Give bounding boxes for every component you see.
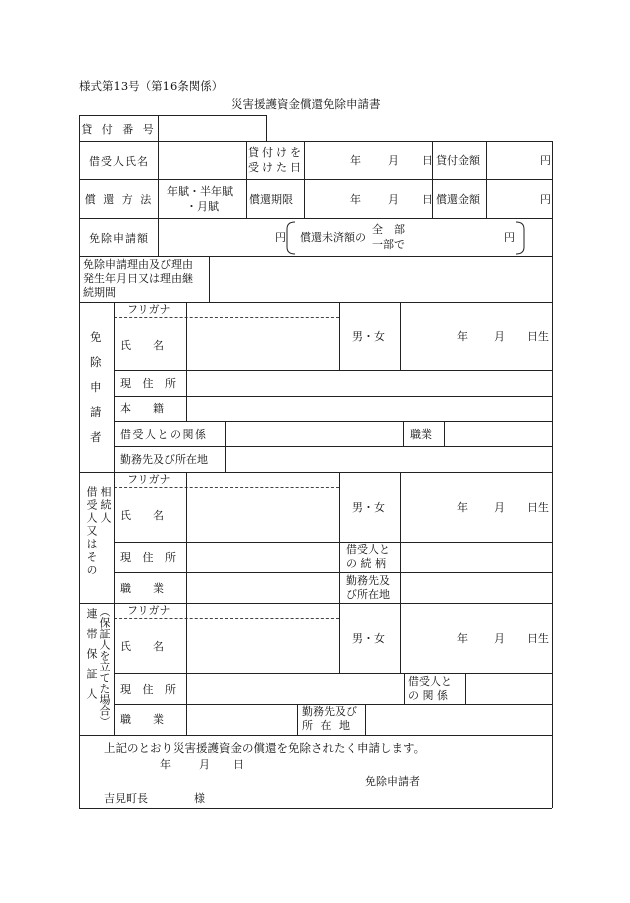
heir-section-label-1: 借受人又はその xyxy=(85,486,98,577)
heir-birth-day: 日生 xyxy=(527,501,549,514)
loan-number-field[interactable] xyxy=(159,116,266,141)
applicant-occupation-label: 職業 xyxy=(410,428,432,441)
applicant-domicile-field[interactable] xyxy=(187,397,552,421)
guarantor-name-field[interactable] xyxy=(187,619,339,673)
exemption-amount-field[interactable] xyxy=(159,219,279,256)
heir-section-label-2: 相続人 xyxy=(99,486,112,525)
loan-date-label-1: 貸付けを xyxy=(248,146,304,159)
applicant-char-3: 申 xyxy=(90,380,102,394)
unpaid-label: 償還未済額の xyxy=(300,231,366,244)
unpaid-amount-field[interactable] xyxy=(412,221,504,254)
exemption-amount-label: 免除申請額 xyxy=(89,231,149,245)
reason-label-3: 続期間 xyxy=(83,286,116,299)
left-bracket-icon xyxy=(285,221,297,255)
heir-workplace-label-2: び所在地 xyxy=(346,588,390,601)
loan-amount-label: 貸付金額 xyxy=(436,154,480,167)
applicant-birthdate-field[interactable] xyxy=(401,303,552,370)
guarantor-gender[interactable]: 男・女 xyxy=(352,632,385,645)
heir-address-label: 現 住 所 xyxy=(120,551,180,564)
application-date-year: 年 xyxy=(160,758,171,771)
form-title: 災害援護資金償還免除申請書 xyxy=(231,97,381,111)
applicant-name-field[interactable] xyxy=(187,318,339,370)
applicant-name-label: 氏 名 xyxy=(120,339,164,352)
guarantor-birth-year: 年 xyxy=(457,632,468,645)
heir-occupation-label: 職 業 xyxy=(120,582,164,595)
applicant-birth-day: 日生 xyxy=(527,330,549,343)
guarantor-relation-label-2: の 関 係 xyxy=(408,689,448,702)
addressee-honorific: 様 xyxy=(194,792,205,805)
applicant-birth-month: 月 xyxy=(494,330,505,343)
applicant-workplace-label: 勤務先及び所在地 xyxy=(120,453,208,466)
heir-furigana-label: フリガナ xyxy=(127,473,171,486)
applicant-furigana-field[interactable] xyxy=(187,303,339,317)
heir-occupation-field[interactable] xyxy=(187,573,339,603)
heir-name-label: 氏 名 xyxy=(120,509,164,522)
borrower-name-label: 借受人氏名 xyxy=(89,154,149,168)
applicant-char-4: 請 xyxy=(90,405,102,419)
applicant-furigana-label: フリガナ xyxy=(127,303,171,316)
repayment-period-label: 償還期限 xyxy=(249,193,293,206)
footer-applicant-field[interactable] xyxy=(425,773,545,789)
guarantor-birth-day: 日生 xyxy=(527,632,549,645)
unpaid-amount-yen: 円 xyxy=(504,231,515,244)
heir-workplace-label-1: 勤務先及 xyxy=(346,574,390,587)
application-date-month: 月 xyxy=(199,758,210,771)
repayment-amount-yen: 円 xyxy=(540,193,551,206)
applicant-address-field[interactable] xyxy=(187,371,552,396)
borrower-name-field[interactable] xyxy=(159,142,246,179)
reason-label-2: 発生年月日又は理由継 xyxy=(83,272,193,285)
application-date-day: 日 xyxy=(233,758,244,771)
guarantor-birth-month: 月 xyxy=(494,632,505,645)
heir-gender[interactable]: 男・女 xyxy=(352,501,385,514)
right-bracket-icon xyxy=(514,221,526,255)
applicant-occupation-field[interactable] xyxy=(445,422,552,446)
heir-birthdate-field[interactable] xyxy=(401,473,552,542)
heir-workplace-field[interactable] xyxy=(401,573,552,603)
loan-date-day: 日 xyxy=(422,154,433,167)
guarantor-birthdate-field[interactable] xyxy=(401,604,552,673)
repayment-date-month: 月 xyxy=(388,193,399,206)
heir-relation-field[interactable] xyxy=(401,543,552,572)
application-date-field[interactable] xyxy=(140,756,250,772)
applicant-relation-field[interactable] xyxy=(226,422,403,446)
repayment-method-value-2: ・月賦 xyxy=(186,200,219,213)
guarantor-workplace-label-2: 所 在 地 xyxy=(302,719,352,732)
guarantor-address-field[interactable] xyxy=(187,674,404,704)
guarantor-occupation-field[interactable] xyxy=(187,705,297,735)
heir-birth-month: 月 xyxy=(494,501,505,514)
applicant-char-2: 除 xyxy=(90,355,102,369)
applicant-address-label: 現 住 所 xyxy=(120,377,180,390)
guarantor-workplace-label-1: 勤務先及び xyxy=(302,705,357,718)
repayment-amount-label: 償還金額 xyxy=(436,193,480,206)
guarantor-workplace-field[interactable] xyxy=(366,705,552,735)
part-label: 一部で xyxy=(372,238,405,251)
applicant-birth-year: 年 xyxy=(457,330,468,343)
heir-name-field[interactable] xyxy=(187,488,339,542)
form-number: 様式第13号（第16条関係） xyxy=(79,79,224,93)
loan-date-label-2: 受けた日 xyxy=(248,161,304,174)
heir-relation-label-1: 借受人と xyxy=(346,543,390,556)
loan-amount-yen: 円 xyxy=(540,154,551,167)
loan-date-month: 月 xyxy=(388,154,399,167)
guarantor-relation-field[interactable] xyxy=(466,674,552,704)
guarantor-furigana-label: フリガナ xyxy=(127,604,171,617)
guarantor-section-label-1: 連帯保証人 xyxy=(85,608,98,708)
heir-birth-year: 年 xyxy=(457,501,468,514)
applicant-char-5: 者 xyxy=(90,430,102,444)
reason-field[interactable] xyxy=(210,257,552,302)
guarantor-occupation-label: 職 業 xyxy=(120,713,164,726)
applicant-relation-label: 借受人との関係 xyxy=(120,428,208,441)
guarantor-furigana-field[interactable] xyxy=(187,604,339,618)
all-label: 全 部 xyxy=(372,223,405,236)
repayment-date-day: 日 xyxy=(422,193,433,206)
heir-furigana-field[interactable] xyxy=(187,473,339,487)
repayment-date-year: 年 xyxy=(350,193,361,206)
guarantor-relation-label-1: 借受人と xyxy=(408,675,452,688)
footer-applicant-label: 免除申請者 xyxy=(365,775,420,788)
exemption-amount-yen: 円 xyxy=(275,231,286,244)
repayment-method-label: 償 還 方 法 xyxy=(84,193,154,206)
applicant-gender[interactable]: 男・女 xyxy=(352,330,385,343)
applicant-workplace-field[interactable] xyxy=(226,447,552,472)
loan-date-field[interactable] xyxy=(305,142,432,179)
loan-date-year: 年 xyxy=(350,154,361,167)
repayment-method-value-1: 年賦・半年賦 xyxy=(167,185,233,198)
guarantor-name-label: 氏 名 xyxy=(120,640,164,653)
loan-number-label: 貸 付 番 号 xyxy=(81,122,157,136)
declaration-statement: 上記のとおり災害援護資金の償還を免除されたく申請します。 xyxy=(104,741,426,755)
guarantor-section-label-2: （保証人を立てた場合） xyxy=(98,606,111,727)
addressee: 吉見町長 xyxy=(104,792,148,805)
applicant-char-1: 免 xyxy=(90,330,102,344)
reason-label-1: 免除申請理由及び理由 xyxy=(83,258,193,271)
heir-address-field[interactable] xyxy=(187,543,339,572)
guarantor-address-label: 現 住 所 xyxy=(120,683,180,696)
repayment-period-field[interactable] xyxy=(305,180,432,218)
heir-relation-label-2: の 続 柄 xyxy=(346,557,386,570)
applicant-domicile-label: 本 籍 xyxy=(120,402,164,415)
